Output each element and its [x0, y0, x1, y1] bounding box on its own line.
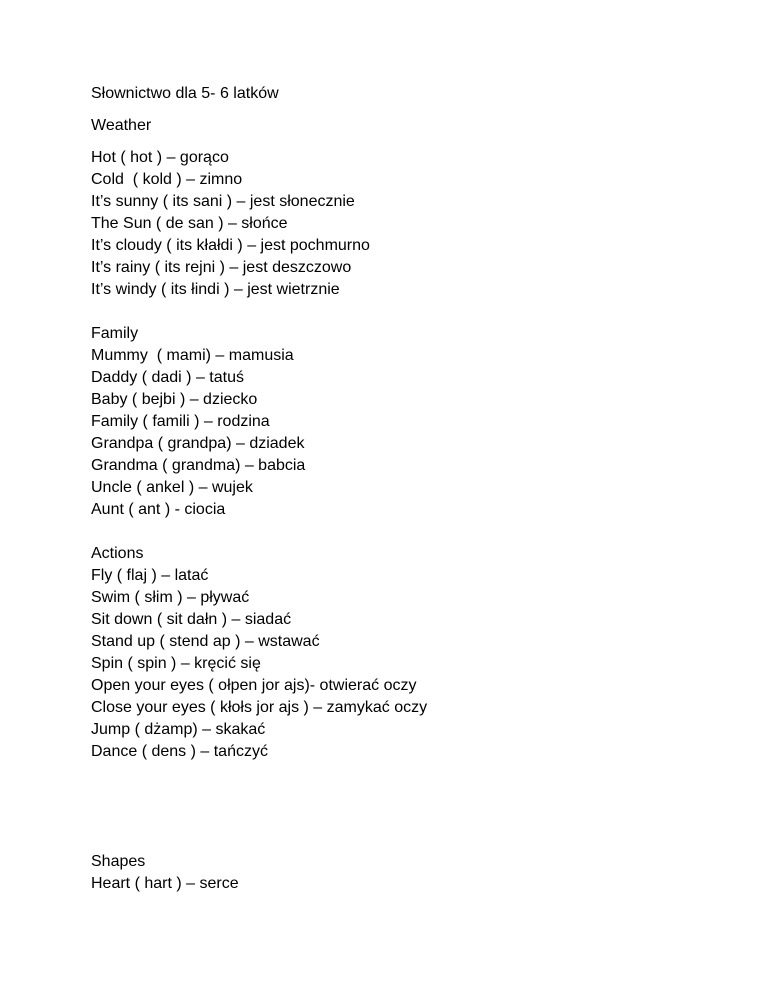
spacer — [91, 105, 731, 115]
vocab-line: Grandma ( grandma) – babcia — [91, 457, 306, 474]
vocab-line: Sit down ( sit dałn ) – siadać — [91, 611, 292, 628]
vocab-line: Baby ( bejbi ) – dziecko — [91, 391, 258, 408]
section-heading-actions: Actions — [91, 545, 144, 562]
vocab-line: Daddy ( dadi ) – tatuś — [91, 369, 244, 386]
vocab-line: Cold ( kold ) – zimno — [91, 171, 243, 188]
vocab-line: Family ( famili ) – rodzina — [91, 413, 270, 430]
vocab-line: Stand up ( stend ap ) – wstawać — [91, 633, 320, 650]
section-heading-weather: Weather — [91, 117, 152, 134]
spacer — [91, 521, 731, 543]
vocab-line: The Sun ( de san ) – słońce — [91, 215, 288, 232]
vocab-line: Open your eyes ( ołpen jor ajs)- otwierać oczy — [91, 677, 417, 694]
vocab-line: It’s sunny ( its sani ) – jest słonecznie — [91, 193, 355, 210]
spacer — [91, 763, 731, 851]
vocab-line: It’s cloudy ( its kłałdi ) – jest pochmurno — [91, 237, 370, 254]
vocab-line: Fly ( flaj ) – latać — [91, 567, 209, 584]
vocab-line: Uncle ( ankel ) – wujek — [91, 479, 253, 496]
document-page — [91, 83, 731, 895]
vocab-line: It’s windy ( its łindi ) – jest wietrznie — [91, 281, 340, 298]
vocab-line: Close your eyes ( kłołs jor ajs ) – zamykać oczy — [91, 699, 428, 716]
section-heading-family: Family — [91, 325, 139, 342]
vocab-line: Mummy ( mami) – mamusia — [91, 347, 294, 364]
section-actions — [91, 543, 731, 763]
section-family — [91, 323, 731, 521]
spacer — [91, 137, 731, 147]
vocab-line: Swim ( słim ) – pływać — [91, 589, 250, 606]
vocab-line: Jump ( dżamp) – skakać — [91, 721, 266, 738]
spacer — [91, 301, 731, 323]
vocab-line: Grandpa ( grandpa) – dziadek — [91, 435, 305, 452]
vocab-line: Spin ( spin ) – kręcić się — [91, 655, 261, 672]
document-title: Słownictwo dla 5- 6 latków — [91, 85, 279, 102]
vocab-line: Hot ( hot ) – gorąco — [91, 149, 229, 166]
vocab-line: It’s rainy ( its rejni ) – jest deszczowo — [91, 259, 352, 276]
vocab-line: Heart ( hart ) – serce — [91, 875, 239, 892]
section-shapes — [91, 851, 731, 895]
vocab-line: Aunt ( ant ) - ciocia — [91, 501, 226, 518]
section-heading-shapes: Shapes — [91, 853, 146, 870]
section-weather — [91, 115, 731, 301]
vocab-line: Dance ( dens ) – tańczyć — [91, 743, 268, 760]
